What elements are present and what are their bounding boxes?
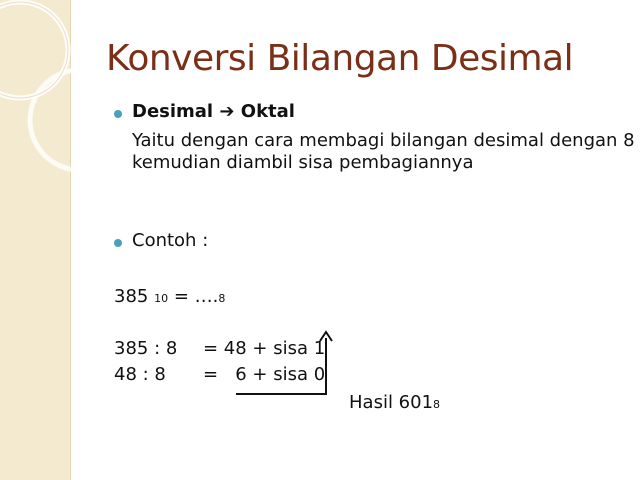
arrow-vertical-line — [325, 338, 327, 394]
result-label: Hasil 601 — [349, 392, 434, 413]
row1-left: 385 : 8 — [114, 338, 178, 359]
row1-right: = 48 + sisa 1 — [203, 338, 326, 359]
decorative-circles-icon — [0, 0, 140, 200]
example-expression — [114, 286, 225, 307]
arrow-up-icon — [319, 330, 333, 342]
heading-to: Oktal — [240, 101, 295, 122]
bullet-dot-1 — [114, 110, 122, 118]
base-to: 8 — [218, 292, 226, 305]
arrow-icon: ➔ — [219, 101, 235, 122]
bullet-dot-2 — [114, 239, 122, 247]
bullet1-line2: kemudian diambil sisa pembagiannya — [132, 152, 474, 173]
row2-left: 48 : 8 — [114, 364, 166, 385]
heading-from: Desimal — [132, 101, 214, 122]
bullet2-label: Contoh : — [132, 230, 209, 251]
bullet1-line1: Yaitu dengan cara membagi bilangan desimal dengan 8 — [132, 130, 635, 151]
example-eq: = …. — [173, 286, 219, 307]
slide-title: Konversi Bilangan Desimal — [106, 38, 574, 79]
result-base: 8 — [433, 398, 441, 411]
example-number: 385 — [114, 286, 149, 307]
row2-right: = 6 + sisa 0 — [203, 364, 326, 385]
base-from: 10 — [154, 292, 169, 305]
arrow-horizontal-line — [236, 393, 327, 395]
bullet1-heading — [132, 101, 295, 122]
result — [349, 392, 440, 413]
